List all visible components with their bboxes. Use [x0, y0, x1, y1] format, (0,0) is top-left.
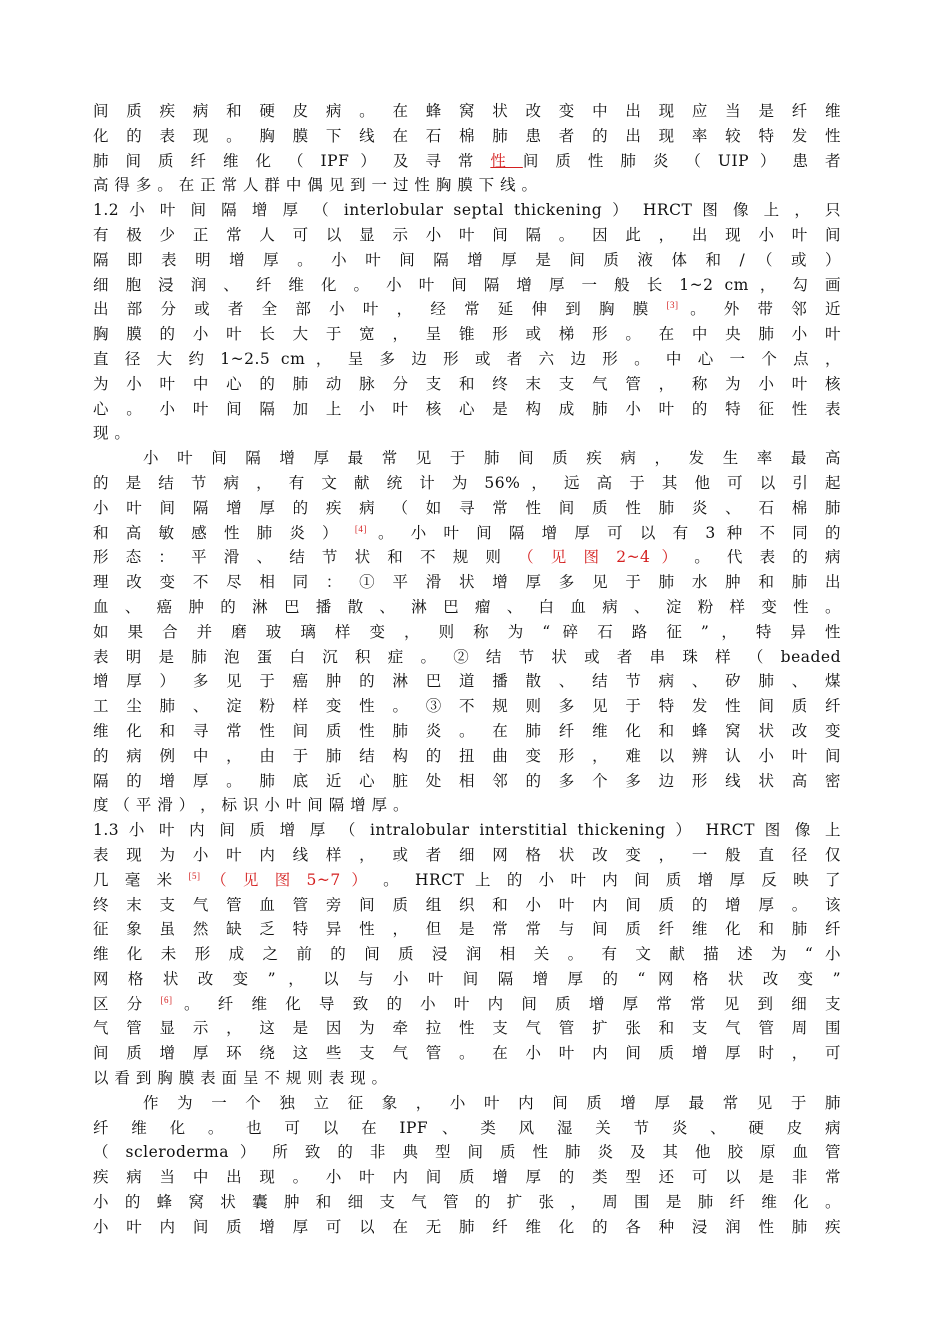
text-segment: 形 态 ： 平 滑 、 结 节 状 和 不 规 则 [93, 548, 519, 567]
text-line: 现 。 [93, 424, 131, 443]
text-line: 隔 即 表 明 增 厚 。 小 叶 间 隔 增 厚 是 间 质 液 体 和 / （ 或 ） [93, 250, 841, 269]
text-line: 小 叶 间 隔 增 厚 最 常 见 于 肺 间 质 疾 病 ， 发 生 率 最 高 [143, 449, 841, 468]
text-line: 作 为 一 个 独 立 征 象 ， 小 叶 内 间 质 增 厚 最 常 见 于 肺 [143, 1093, 841, 1112]
text-line [93, 521, 841, 546]
text-line: 以 看 到 胸 膜 表 面 呈 不 规 则 表 现 。 [93, 1069, 388, 1088]
text-line: 工 尘 肺 、 淀 粉 样 变 性 。 ③ 不 规 则 多 见 于 特 发 性 间 质 纤 [93, 697, 841, 716]
text-segment: 出 部 分 或 者 全 部 小 叶 ， 经 常 延 伸 到 胸 膜 [93, 300, 667, 319]
text-segment: 。 外 带 邻 近 [678, 300, 842, 319]
text-segment: 区 分 [93, 994, 161, 1013]
text-line: 直 径 大 约 1~2.5 cm ， 呈 多 边 形 或 者 六 边 形 。 中 心 一 个 点 ， [93, 349, 841, 368]
text-line [93, 297, 841, 322]
text-line: 纤 维 化 。 也 可 以 在 IPF 、 类 风 湿 关 节 炎 、 硬 皮 病 [93, 1118, 841, 1137]
text-line: 度 （ 平 滑 ） ， 标 识 小 叶 间 隔 增 厚 。 [93, 796, 409, 815]
figure-reference: （ 见 图 2~4 ） [518, 548, 684, 567]
text-line: 气 管 显 示 ， 这 是 因 为 牵 拉 性 支 气 管 扩 张 和 支 气 管 周 围 [93, 1019, 841, 1038]
text-line: 小 的 蜂 窝 状 囊 肿 和 细 支 气 管 的 扩 张 ， 周 围 是 肺 纤 维 化 。 [93, 1193, 841, 1212]
text-line: 表 现 为 小 叶 内 线 样 ， 或 者 细 网 格 状 改 变 ， 一 般 直 径 仅 [93, 845, 841, 864]
text-line [93, 149, 841, 174]
underlined-text: 性 [490, 151, 523, 170]
text-line: 胸 膜 的 小 叶 长 大 于 宽 ， 呈 锥 形 或 梯 形 。 在 中 央 肺 小 叶 [93, 325, 841, 344]
text-line: 征 象 虽 然 缺 乏 特 异 性 ， 但 是 常 常 与 间 质 纤 维 化 和 肺 纤 [93, 920, 841, 939]
text-segment: 。 HRCT 上 的 小 叶 内 间 质 增 厚 反 映 了 [372, 870, 841, 889]
text-line: 化 的 表 现 。 胸 膜 下 线 在 石 棉 肺 患 者 的 出 现 率 较 特 发 性 [93, 126, 841, 145]
text-line: 的 是 结 节 病 ， 有 文 献 统 计 为 56% ， 远 高 于 其 他 可 以 引 起 [93, 473, 841, 492]
citation-superscript: [6] [160, 994, 173, 1005]
text-line: 隔 的 增 厚 。 肺 底 近 心 脏 处 相 邻 的 多 个 多 边 形 线 状 高 密 [93, 771, 841, 790]
text-line: 血 、 癌 肿 的 淋 巴 播 散 、 淋 巴 瘤 、 白 血 病 、 淀 粉 样 变 性 。 [93, 597, 841, 616]
text-line [93, 992, 841, 1017]
text-line: 终 末 支 气 管 血 管 旁 间 质 组 织 和 小 叶 内 间 质 的 增 厚 。 该 [93, 895, 841, 914]
text-line: 间 质 疾 病 和 硬 皮 病 。 在 蜂 窝 状 改 变 中 出 现 应 当 是 纤 维 [93, 102, 841, 120]
text-line: （ scleroderma ） 所 致 的 非 典 型 间 质 性 肺 炎 及 其 他 胶 原 血 管 [93, 1143, 841, 1162]
text-line: 理 改 变 不 尽 相 同 ： ① 平 滑 状 增 厚 多 见 于 肺 水 肿 和 肺 出 [93, 573, 841, 592]
text-line: 网 格 状 改 变 ” ， 以 与 小 叶 间 隔 增 厚 的 “ 网 格 状 改 变 ” [93, 969, 841, 988]
text-segment: 和 高 敏 感 性 肺 炎 ） [93, 523, 355, 542]
text-line: 增 厚 ） 多 见 于 癌 肿 的 淋 巴 道 播 散 、 结 节 病 、 矽 肺 、 煤 [93, 672, 841, 691]
text-line: 的 病 例 中 ， 由 于 肺 结 构 的 扭 曲 变 形 ， 难 以 辨 认 小 叶 间 [93, 746, 841, 765]
text-segment: 肺 间 质 纤 维 化 （ IPF ） 及 寻 常 [93, 151, 491, 170]
text-line [93, 545, 841, 570]
text-line: 高 得 多 。 在 正 常 人 群 中 偶 见 到 一 过 性 胸 膜 下 线 。 [93, 176, 538, 195]
figure-reference: （ 见 图 5~7 ） [200, 870, 373, 889]
text-line: 1.3 小 叶 内 间 质 增 厚 （ intralobular interstitial thickening ） HRCT 图 像 上 [93, 821, 841, 840]
text-segment: 。 纤 维 化 导 致 的 小 叶 内 间 质 增 厚 常 常 见 到 细 支 [172, 994, 841, 1013]
text-line: 心 。 小 叶 间 隔 加 上 小 叶 核 心 是 构 成 肺 小 叶 的 特 征 性 表 [93, 399, 841, 418]
text-segment: 几 毫 米 [93, 870, 189, 889]
text-segment: 。 代 表 的 病 [683, 548, 841, 567]
citation-superscript: [5] [188, 870, 201, 881]
text-segment: 。 小 叶 间 隔 增 厚 可 以 有 3 种 不 同 的 [366, 523, 841, 542]
text-line: 小 叶 内 间 质 增 厚 可 以 在 无 肺 纤 维 化 的 各 种 浸 润 性 肺 疾 [93, 1217, 841, 1236]
text-line: 1.2 小 叶 间 隔 增 厚 （ interlobular septal thickening ） HRCT 图 像 上 ， 只 [93, 201, 841, 220]
text-line: 小 叶 间 隔 增 厚 的 疾 病 （ 如 寻 常 性 间 质 性 肺 炎 、 石 棉 肺 [93, 498, 841, 517]
text-line: 如 果 合 并 磨 玻 璃 样 变 ， 则 称 为 “ 碎 石 路 征 ” ， 特 异 性 [93, 622, 841, 641]
text-line [93, 868, 841, 893]
text-line: 表 明 是 肺 泡 蛋 白 沉 积 症 。 ② 结 节 状 或 者 串 珠 样 （ beaded [93, 647, 841, 666]
citation-superscript: [3] [666, 300, 679, 311]
text-line: 维 化 未 形 成 之 前 的 间 质 浸 润 相 关 。 有 文 献 描 述 为 “ 小 [93, 945, 841, 964]
citation-superscript: [4] [354, 523, 367, 534]
text-line: 维 化 和 寻 常 性 间 质 性 肺 炎 。 在 肺 纤 维 化 和 蜂 窝 状 改 变 [93, 721, 841, 740]
text-line: 细 胞 浸 润 、 纤 维 化 。 小 叶 间 隔 增 厚 一 般 长 1~2 cm ， 勾 画 [93, 275, 841, 294]
text-line: 有 极 少 正 常 人 可 以 显 示 小 叶 间 隔 。 因 此 ， 出 现 小 叶 间 [93, 225, 841, 244]
text-line: 疾 病 当 中 出 现 。 小 叶 内 间 质 增 厚 的 类 型 还 可 以 是 非 常 [93, 1168, 841, 1187]
text-line: 间 质 增 厚 环 绕 这 些 支 气 管 。 在 小 叶 内 间 质 增 厚 时 ， 可 [93, 1044, 841, 1063]
text-line: 为 小 叶 中 心 的 肺 动 脉 分 支 和 终 末 支 气 管 ， 称 为 小 叶 核 [93, 374, 841, 393]
document-page [93, 99, 841, 1240]
text-segment: 间 质 性 肺 炎 （ UIP ） 患 者 [522, 151, 841, 170]
